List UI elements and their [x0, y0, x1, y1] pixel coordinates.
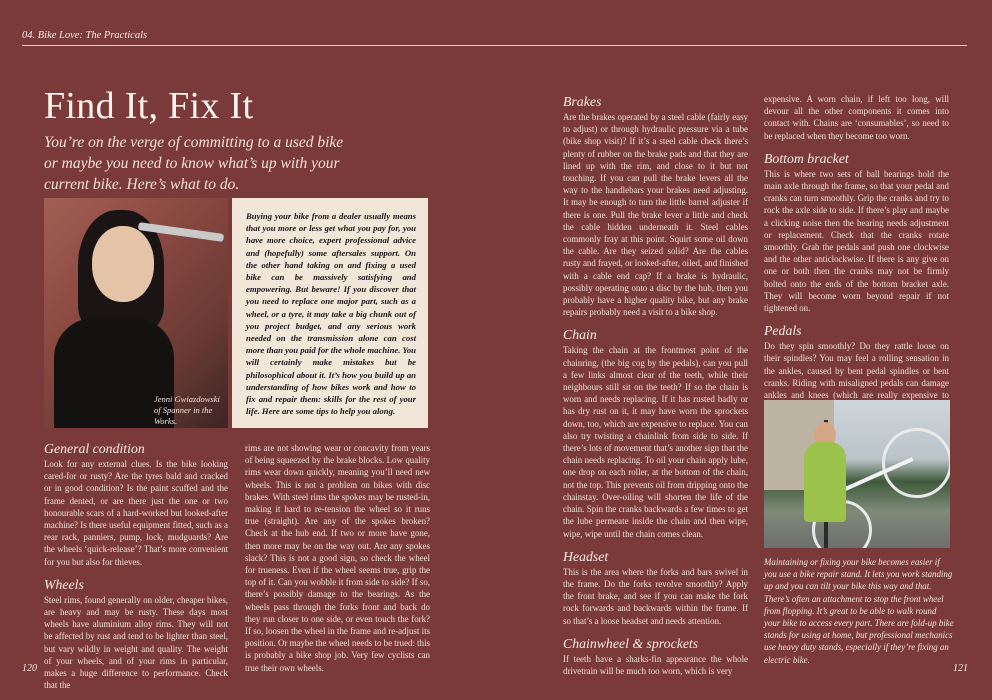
section-title-chainwheel: Chainwheel & sprockets — [563, 635, 699, 651]
section-title-brakes: Brakes — [563, 94, 602, 109]
section-title-pedals: Pedals — [764, 323, 802, 339]
section-body-headset: This is the area where the forks and bars swivel in the frame. Do the forks revolve smoothly? Apply the front brake, and see if you can make the fork rock forwards and backwards within the frame. If so that’s a loose headset and needs attention. — [563, 566, 748, 626]
photo-caption: Jenni Gwiazdowski of Spanner in the Works. — [154, 394, 220, 426]
column-3 — [563, 93, 748, 677]
mechanic-photo — [44, 198, 228, 428]
section-title-chain: Chain — [563, 327, 597, 343]
header-rule — [22, 45, 967, 46]
section-title-bottom-bracket: Bottom bracket — [764, 150, 849, 166]
section-body-bottom-bracket: This is where two sets of ball bearings hold the main axle through the frame, so that your pedal and cranks can turn smoothly. Grip the cranks and try to rock the axle side to side. If there’s play and maybe a clicking noise then the bearing needs adjustment or replacement. Check that the cranks rotate smoothly. Grab the pedals and push one clockwise and the other anticlockwise. If there is any give on one or both then the cranks may not be firmly bolted onto the ends of the bottom bracket axle. They will become worn beyond repair if not tightened on. — [764, 168, 949, 314]
running-header: 04. Bike Love: The Practicals — [22, 30, 148, 41]
bike-stand-caption: Maintaining or fixing your bike becomes easier if you use a bike repair stand. It lets you work standing up and you can tilt your bike this way and that. There’s often an attachment to stop the front wheel from flopping. It’s great to be able to walk round your bike to access every part. There are fold-up bike stands for using at home, but professional mechanics use heavy duty stands, especially if they’re fixing an electric bike. — [764, 557, 954, 665]
section-body-chainwheel-2: expensive. A worn chain, if left too long, will devour all the other components it comes into contact with. Chains are ‘consumables’, so need to be replaced when they become too worn. — [764, 94, 949, 141]
bike-wheel-icon — [882, 428, 950, 498]
section-body-chain: Taking the chain at the frontmost point of the chainring, (the big cog by the pedals), can you pull a few links almost clear of the teeth, while their neighbours still sit on the teeth? If so the chain is worn and needs replacing. If it has rusted badly or has dry rust on it, it may have worn the sprockets down, too, which are expensive to replace. You can also try twisting a chainlink from side to side. If there’s lots of movement that’s another sign that the chain needs replacing. To oil your chain apply lube, one drop on each roller, at the bottom of the chain, not the top. This prevents oil from dripping onto the chainstay. Over-oiling will shorten the life of the chain. Spin the cranks backwards a few times to get the lube permeate inside the chain and then wipe, wipe, wipe until the chain comes clean. — [563, 345, 748, 539]
column-1 — [44, 440, 228, 691]
section-title-general: General condition — [44, 441, 145, 456]
section-body-brakes: Are the brakes operated by a steel cable (fairly easy to adjust) or through hydraulic pressure via a tube (bike shop visit)? If it’s a steel cable check there’s plenty of rubber on the brake pads and that they are lined up with the rim, and close to it but not touching. If you can pull the brake levers all the way to the handlebars your brakes need adjusting. It may be enough to turn the little barrel adjuster if there is one. Pull the brake lever a little and check the cable hidden underneath it. Steel cables commonly fray at this point. Squirt some oil down the cable. Are they seized solid? Are the cables rusty and frayed, or looked-after, oiled, and finished with a cable end cap? If a brake is hydraulic, possibly operating onto a disc by the hub, then you probably have a higher quality bike, but any brake repairs probably need a visit to a bike shop. — [563, 112, 748, 318]
photo-face — [92, 226, 154, 302]
page-number-right: 121 — [953, 663, 968, 674]
bike-stand-photo — [764, 400, 950, 548]
article-title: Find It, Fix It — [44, 85, 254, 127]
intro-box: Buying your bike from a dealer usually means that you more or less get what you pay for, you have more choice, expert professional advice and (hopefully) some aftersales support. On the other hand taking on and fixing a used bike can be massively satisfying and empowering. But beware! If you discover that you need to replace one major part, such as a wheel, or a tyre, it may take a big chunk out of you project budget, and any serious work needed on the transmission alone can cost more than you paid for the whole machine. You will certainly make mistakes but be philosophical about it. It’s how you build up an understanding of how bikes work and how to fix and repair them: skills for the rest of your life. Here are some tips to help you along. — [232, 198, 428, 428]
page-number-left: 120 — [22, 663, 37, 674]
section-title-headset: Headset — [563, 548, 609, 564]
column-4 — [764, 93, 949, 413]
section-body-wheels-1: Steel rims, found generally on older, cheaper bikes, are heavy and may be rusty. These days most wheels have aluminium alloy rims. They will not be affected by rust and tend to be lighter than steel, but vary wildly in weight and quality. The weight of your wheels, and of your rims in particular, makes a huge difference to performance. Check that the — [44, 594, 228, 691]
section-body-general: Look for any external clues. Is the bike looking cared-for or rusty? Are the tyres bald and cracked or in good condition? Is the paint scuffed and the frame dented, or are there just the one or two honourable scars of a hard-worked but looked-after machine? Is there useful equipment fitted, such as a rear rack, panniers, pump, lock, mudguards? Are the wheels ‘quick-release’? That’s more convenient for you but also for thieves. — [44, 459, 228, 567]
article-subtitle: You’re on the verge of committing to a used bike or maybe you need to know what’s up with your current bike. Here’s what to do. — [44, 134, 344, 193]
section-title-wheels: Wheels — [44, 576, 84, 592]
section-body-chainwheel-1: If teeth have a sharks-fin appearance the whole drivetrain will be much too worn, which is very — [563, 653, 748, 676]
mechanic-body — [804, 442, 846, 522]
section-body-pedals: Do they spin smoothly? Do they rattle loose on their spindles? You may feel a rolling sensation in the ankles, caused by bent pedal spindles or bent cranks. Riding with misaligned pedals can damage ankles and knees (which are really expensive to — [764, 341, 949, 401]
section-body-wheels-2: rims are not showing wear or concavity from years of being squeezed by the brake blocks. Low quality rims wear down quickly, meaning you’ll need new wheels. This is not a problem on bikes with disc brakes. With steel rims the spokes may be rusted-in, making it hard to re-tension the wheel so it runs true (straight). Are any of the spokes broken? Check at the hub end. If two or more have gone, then more may be on the way out. Are any spokes slack? This is not a good sign, so check the wheel for trueness. Even if the wheel seems true, grip the top of it. Can you wobble it from side to side? If so, there’s possibly damage to the bearings. As the wheels pass through the forks front and back do they run closer to one side, or even touch the fork? If so, loosen the wheel in the frame and re-adjust its position. Or maybe the wheel needs to be trued: this is probably a bike shop job. Very few cyclists can true their own wheels. — [245, 443, 430, 673]
column-2 — [245, 442, 430, 674]
